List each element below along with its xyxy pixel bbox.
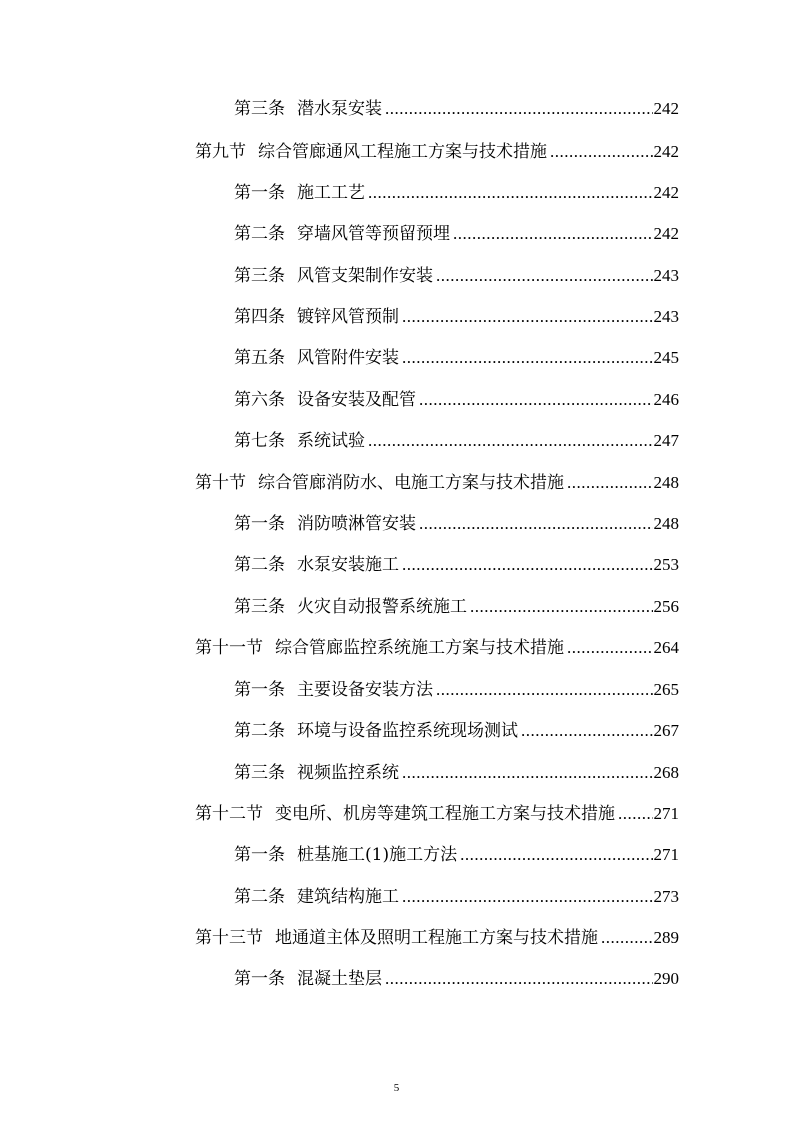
toc-dot-leader (368, 181, 653, 205)
toc-entry-title: 消防喷淋管安装 (297, 514, 416, 534)
toc-dot-leader (453, 222, 653, 246)
toc-entry[interactable] (234, 719, 679, 743)
toc-entry-title: 风管附件安装 (297, 348, 399, 368)
toc-dot-leader (419, 388, 653, 412)
toc-entry-page: 243 (653, 266, 679, 285)
toc-dot-leader (402, 346, 653, 370)
toc-entry-label: 第一条 (234, 969, 285, 989)
toc-entry-page: 289 (653, 928, 679, 947)
toc-entry-label: 第十二节 (195, 804, 263, 824)
toc-entry-title: 风管支架制作安装 (297, 266, 433, 286)
toc-entry-label: 第一条 (234, 845, 285, 865)
toc-entry-title: 施工工艺 (297, 183, 365, 203)
toc-entry-label: 第一条 (234, 680, 285, 700)
toc-entry-page: 248 (653, 473, 679, 492)
toc-entry-label: 第二条 (234, 224, 285, 244)
toc-entry[interactable] (234, 885, 679, 909)
toc-entry[interactable] (234, 678, 679, 702)
toc-entry-label: 第二条 (234, 887, 285, 907)
toc-entry-title: 主要设备安装方法 (297, 680, 433, 700)
toc-entry-label: 第三条 (234, 266, 285, 286)
toc-entry-page: 265 (653, 680, 679, 699)
toc-entry-title: 设备安装及配管 (297, 390, 416, 410)
toc-entry-page: 247 (653, 431, 679, 450)
toc-entry-page: 273 (653, 887, 679, 906)
toc-entry-label: 第一条 (234, 183, 285, 203)
toc-entry-title: 环境与设备监控系统现场测试 (297, 721, 518, 741)
toc-dot-leader (402, 305, 653, 329)
toc-entry-label: 第一条 (234, 514, 285, 534)
toc-entry-label: 第三条 (234, 99, 285, 119)
toc-entry-page: 245 (653, 348, 679, 367)
toc-dot-leader (402, 553, 653, 577)
toc-entry-title: 综合管廊通风工程施工方案与技术措施 (258, 142, 547, 162)
toc-entry[interactable] (234, 388, 679, 412)
toc-entry-page: 242 (653, 142, 679, 161)
toc-entry-title: 变电所、机房等建筑工程施工方案与技术措施 (275, 804, 615, 824)
toc-entry[interactable] (234, 761, 679, 785)
toc-entry[interactable] (234, 346, 679, 370)
toc-entry[interactable] (195, 802, 679, 826)
toc-entry-page: 264 (653, 638, 679, 657)
toc-entry[interactable] (195, 926, 679, 950)
toc-entry-label: 第三条 (234, 597, 285, 617)
toc-entry-page: 271 (653, 804, 679, 823)
toc-entry[interactable] (234, 222, 679, 246)
toc-entry-page: 243 (653, 307, 679, 326)
toc-entry-title: 桩基施工(1)施工方法 (297, 845, 458, 865)
toc-entry-page: 267 (653, 721, 679, 740)
toc-entry-title: 综合管廊监控系统施工方案与技术措施 (275, 638, 564, 658)
toc-dot-leader (567, 471, 653, 495)
toc-entry-title: 火灾自动报警系统施工 (297, 597, 467, 617)
toc-entry-label: 第十一节 (195, 638, 263, 658)
toc-entry[interactable] (234, 967, 679, 991)
toc-entry-page: 253 (653, 555, 679, 574)
toc-dot-leader (385, 967, 653, 991)
toc-dot-leader (368, 429, 653, 453)
toc-entry[interactable] (234, 97, 679, 121)
toc-entry-label: 第九节 (195, 142, 246, 162)
toc-dot-leader (436, 678, 653, 702)
toc-entry-page: 242 (653, 99, 679, 118)
toc-entry[interactable] (234, 305, 679, 329)
toc-dot-leader (550, 140, 653, 164)
toc-entry[interactable] (234, 512, 679, 536)
toc-entry-title: 镀锌风管预制 (297, 307, 399, 327)
toc-dot-leader (385, 97, 653, 121)
toc-entry-page: 248 (653, 514, 679, 533)
toc-dot-leader (567, 636, 653, 660)
toc-entry[interactable] (195, 140, 679, 164)
toc-dot-leader (402, 761, 653, 785)
toc-entry[interactable] (195, 471, 679, 495)
toc-dot-leader (402, 885, 653, 909)
toc-entry-page: 256 (653, 597, 679, 616)
toc-entry[interactable] (234, 843, 679, 867)
toc-entry[interactable] (234, 264, 679, 288)
toc-entry-title: 穿墙风管等预留预埋 (297, 224, 450, 244)
toc-dot-leader (460, 843, 652, 867)
toc-entry-page: 271 (653, 845, 679, 864)
toc-dot-leader (601, 926, 653, 950)
toc-entry-label: 第五条 (234, 348, 285, 368)
toc-entry-title: 系统试验 (297, 431, 365, 451)
toc-dot-leader (470, 595, 653, 619)
toc-dot-leader (618, 802, 653, 826)
toc-entry-title: 水泵安装施工 (297, 555, 399, 575)
toc-entry-title: 地通道主体及照明工程施工方案与技术措施 (275, 928, 598, 948)
toc-entry[interactable] (234, 429, 679, 453)
toc-entry-label: 第十三节 (195, 928, 263, 948)
toc-entry-title: 潜水泵安装 (297, 99, 382, 119)
toc-entry[interactable] (234, 553, 679, 577)
toc-entry-label: 第三条 (234, 763, 285, 783)
toc-entry-page: 268 (653, 763, 679, 782)
toc-entry-page: 242 (653, 183, 679, 202)
toc-entry[interactable] (234, 181, 679, 205)
toc-entry-title: 建筑结构施工 (297, 887, 399, 907)
toc-dot-leader (419, 512, 653, 536)
toc-entry-label: 第十节 (195, 473, 246, 493)
toc-entry-page: 290 (653, 969, 679, 988)
toc-entry-page: 246 (653, 390, 679, 409)
toc-entry-label: 第四条 (234, 307, 285, 327)
toc-entry-title: 综合管廊消防水、电施工方案与技术措施 (258, 473, 564, 493)
toc-dot-leader (436, 264, 653, 288)
toc-dot-leader (521, 719, 653, 743)
toc-entry-label: 第七条 (234, 431, 285, 451)
toc-entry-page: 242 (653, 224, 679, 243)
toc-entry-title: 视频监控系统 (297, 763, 399, 783)
toc-entry[interactable] (195, 636, 679, 660)
toc-entry-label: 第二条 (234, 555, 285, 575)
toc-entry-label: 第六条 (234, 390, 285, 410)
toc-entry-title: 混凝土垫层 (297, 969, 382, 989)
toc-entry-label: 第二条 (234, 721, 285, 741)
page-number: 5 (393, 1082, 400, 1094)
toc-entry[interactable] (234, 595, 679, 619)
